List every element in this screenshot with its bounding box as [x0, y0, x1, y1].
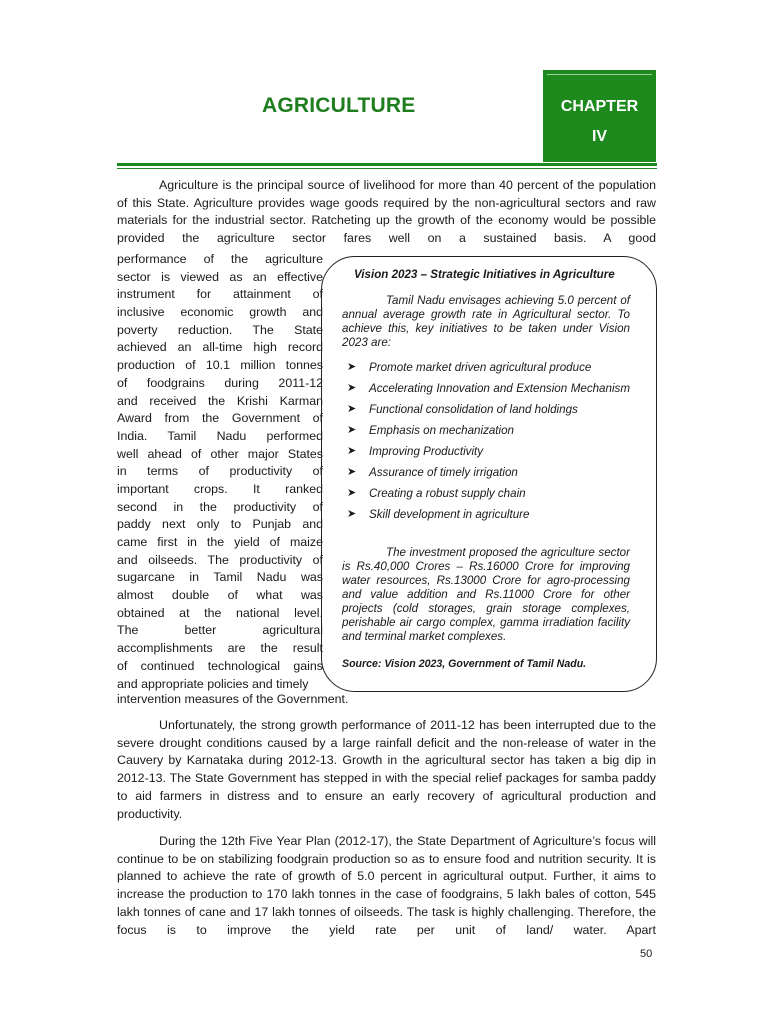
left-line: sugarcane in Tamil Nadu was: [117, 570, 323, 585]
left-line: well ahead of other major States: [117, 446, 323, 461]
left-column-text: [117, 251, 323, 693]
left-line: accomplishments are the result: [117, 641, 323, 656]
vision-box-source: Source: Vision 2023, Government of Tamil Nadu.: [342, 658, 587, 670]
left-line: and appropriate policies and timely: [117, 676, 309, 691]
page-number: 50: [640, 948, 653, 960]
left-line: paddy next only to Punjab and: [117, 517, 323, 532]
left-line: poverty reduction. The State: [117, 322, 323, 337]
vision-box-investment: The investment proposed the agriculture sector is Rs.40,000 Crores – Rs.16000 Crore for improving water resources, Rs.13000 Crore for agro-processing and value addition and Rs.11000 Crore for other projects (cold storages, grain storage complexes, perishable air cargo complex, gamma irradiation facility and terminal market complexes.: [342, 546, 630, 643]
intro-paragraph: Agriculture is the principal source of livelihood for more than 40 percent of the population of this State. Agriculture provides wage goods required by the non-agricultural sectors and raw materials for the industrial sector. Ratcheting up the growth of the economy would be possible provided the agriculture sector fares well on a sustained basis. A good: [117, 178, 656, 246]
list-item: ➤ Improving Productivity: [347, 441, 630, 462]
vision-initiatives-list: [347, 357, 630, 525]
arrow-bullet-icon: ➤: [347, 424, 357, 436]
left-line: India. Tamil Nadu performed: [117, 428, 323, 443]
arrow-bullet-icon: ➤: [347, 487, 357, 499]
left-line: The better agricultural: [117, 623, 323, 638]
list-item: ➤ Assurance of timely irrigation: [347, 462, 630, 483]
arrow-bullet-icon: ➤: [347, 382, 357, 394]
left-line: production of 10.1 million tonnes: [117, 358, 323, 373]
arrow-bullet-icon: ➤: [347, 403, 357, 415]
list-item: ➤ Functional consolidation of land holdings: [347, 399, 630, 420]
left-line: achieved an all-time high record: [117, 340, 323, 355]
arrow-bullet-icon: ➤: [347, 466, 357, 478]
list-item: ➤ Emphasis on mechanization: [347, 420, 630, 441]
left-line: obtained at the national level.: [117, 605, 323, 620]
list-item: ➤ Creating a robust supply chain: [347, 483, 630, 504]
left-line: came first in the yield of maize: [117, 535, 323, 549]
paragraph-drought: Unfortunately, the strong growth performance of 2011-12 has been interrupted due to the severe drought conditions caused by a large rainfall deficit and the non-release of water in the Cauvery by Karnataka during 2012-13. Growth in the agricultural sector has taken a big dip in 2012-13. The State Government has stepped in with the special relief packages for samba paddy to aid farmers in distress and to ensure an early recovery of agricultural production and productivity.: [117, 718, 656, 821]
header-rule-thick: [117, 163, 657, 166]
left-line: and oilseeds. The productivity of: [117, 552, 323, 567]
list-item: ➤ Skill development in agriculture: [347, 504, 630, 525]
arrow-bullet-icon: ➤: [347, 445, 357, 457]
left-line: of foodgrains during 2011-12: [117, 375, 323, 390]
chapter-label: CHAPTER: [560, 98, 639, 115]
paragraph-five-year-plan: During the 12th Five Year Plan (2012-17), the State Department of Agriculture’s focus will continue to be on stabilizing foodgrain production so as to ensure food and nutrition security. It is planned to achieve the rate of growth of 5.0 percent in agricultural output. Further, it aims to increase the production to 170 lakh tonnes in the case of foodgrains, 5 lakh bales of cotton, 545 lakh tonnes of cane and 17 lakh tonnes of oilseeds. The task is highly challenging. Therefore, the focus is to improve the yield rate per unit of land/ water. Apart: [117, 834, 656, 937]
left-line: instrument for attainment of: [117, 287, 323, 302]
header-rule-thin: [117, 168, 657, 169]
left-line: inclusive economic growth and: [117, 305, 323, 320]
chapter-number: IV: [591, 128, 608, 145]
left-line: important crops. It ranked: [117, 481, 323, 496]
arrow-bullet-icon: ➤: [347, 361, 357, 373]
list-item: ➤ Accelerating Innovation and Extension Mechanism: [347, 378, 630, 399]
vision-box-title: Vision 2023 – Strategic Initiatives in Agriculture: [354, 268, 615, 281]
list-item: ➤ Promote market driven agricultural produce: [347, 357, 630, 378]
left-line: second in the productivity of: [117, 499, 323, 514]
intervention-line: intervention measures of the Government.: [117, 692, 349, 706]
vision-box-intro: Tamil Nadu envisages achieving 5.0 percent of annual average growth rate in Agricultural sector. To achieve this, key initiatives to be taken under Vision 2023 are:: [342, 294, 630, 349]
chapter-box: [543, 70, 656, 162]
left-line: of continued technological gains: [117, 658, 323, 673]
left-line: in terms of productivity of: [117, 464, 323, 479]
left-line: performance of the agriculture: [117, 252, 323, 266]
left-line: sector is viewed as an effective: [117, 269, 323, 284]
left-line: Award from the Government of: [117, 411, 323, 426]
arrow-bullet-icon: ➤: [347, 508, 357, 520]
chapter-title: AGRICULTURE: [262, 94, 416, 117]
left-line: and received the Krishi Karman: [117, 393, 323, 408]
left-line: almost double of what was: [117, 588, 323, 603]
